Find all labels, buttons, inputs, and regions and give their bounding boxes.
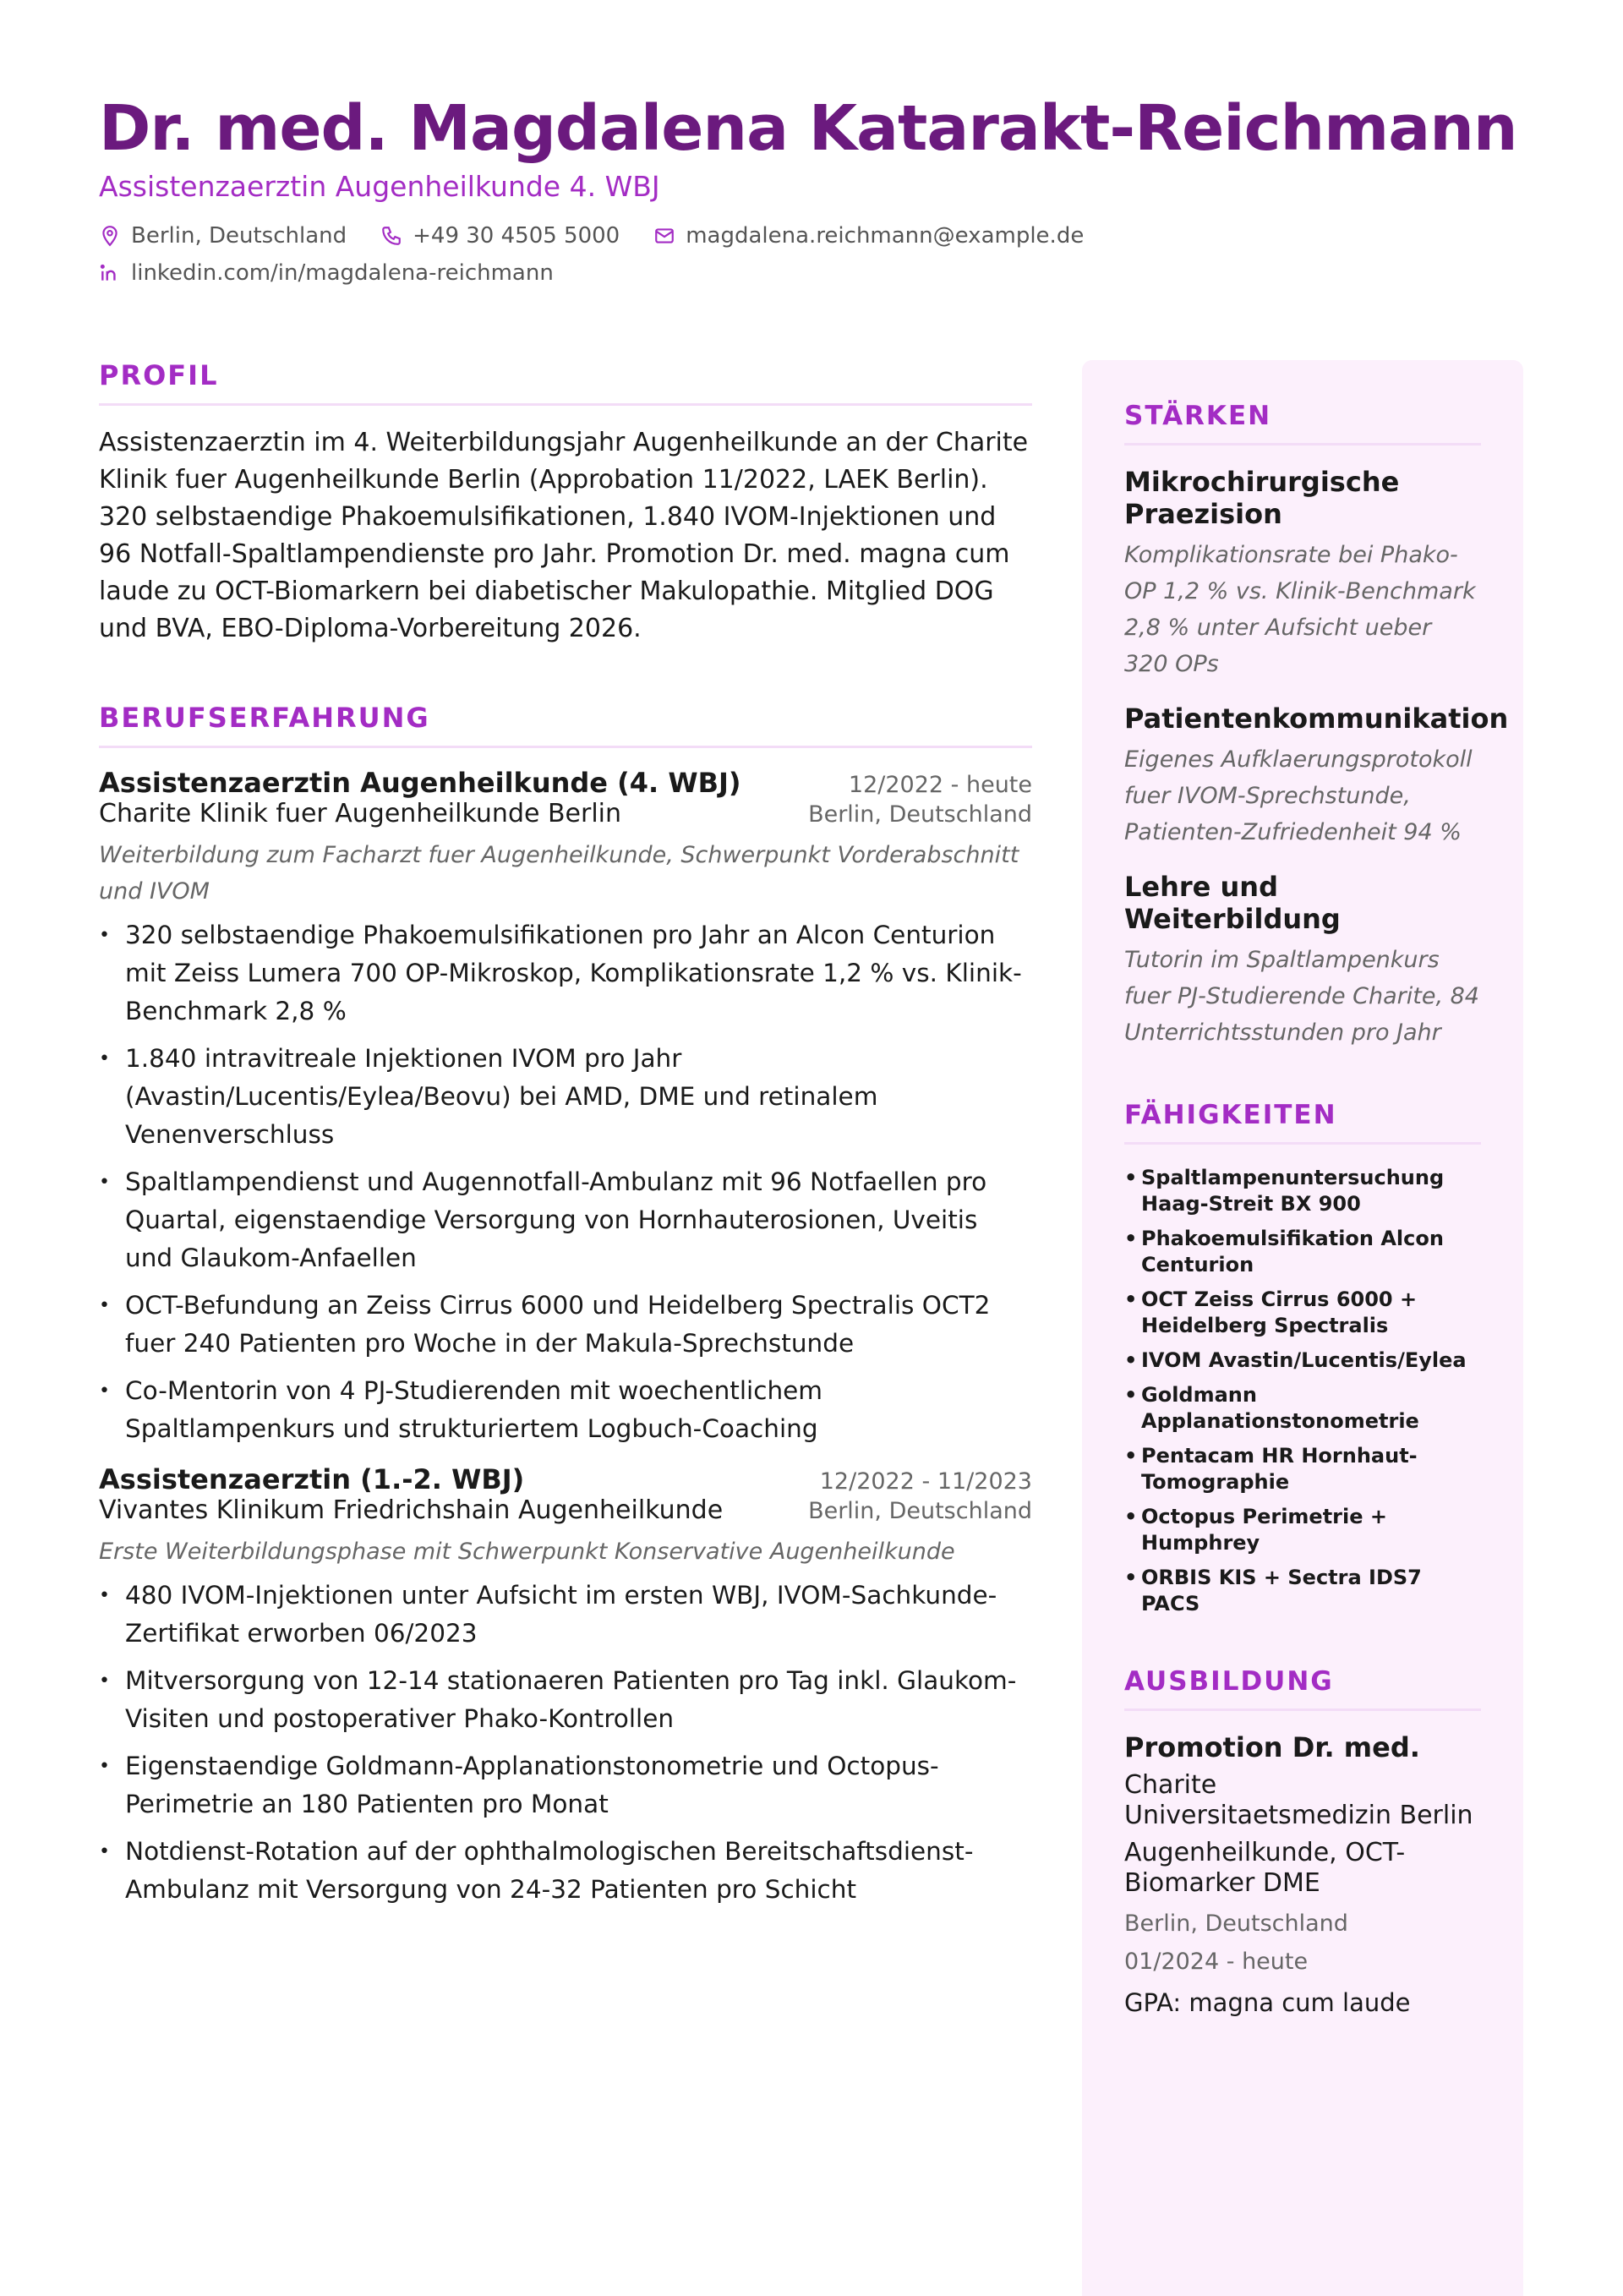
job-date: 12/2022 - heute	[848, 772, 1032, 798]
contact-email-text[interactable]: magdalena.reichmann@example.de	[686, 223, 1085, 249]
phone-icon	[380, 225, 402, 247]
job-entry	[99, 767, 1032, 1448]
strengths-heading: STÄRKEN	[1124, 401, 1481, 446]
job-bullet: • Notdienst-Rotation auf der ophthalmologischen Bereitschaftsdienst-Ambulanz mit Versorgung von 24-32 Patienten pro Schicht	[99, 1833, 1032, 1909]
education-date: 01/2024 - heute	[1124, 1949, 1309, 1975]
resume-header	[99, 92, 1536, 287]
candidate-name: Dr. med. Magdalena Katarakt-Reichmann	[99, 92, 1517, 165]
job-bullet: • 320 selbstaendige Phakoemulsifikationen pro Jahr an Alcon Centurion mit Zeiss Lumera 700 OP-Mikroskop, Komplikationsrate 1,2 % vs. Klinik-Benchmark 2,8 %	[99, 916, 1032, 1030]
contact-location	[99, 223, 347, 249]
experience-heading: BERUFSERFAHRUNG	[99, 702, 1032, 748]
skill-item: • Pentacam HR Hornhaut-Tomographie	[1124, 1443, 1481, 1495]
contact-phone-text: +49 30 4505 5000	[413, 223, 620, 249]
contact-phone	[380, 223, 620, 249]
strength-description: Tutorin im Spaltlampenkurs fuer PJ-Studierende Charite, 84 Unterrichtsstunden pro Jahr	[1124, 947, 1479, 1046]
job-date: 12/2022 - 11/2023	[819, 1468, 1032, 1495]
skill-item: • Octopus Perimetrie + Humphrey	[1124, 1504, 1481, 1556]
profile-text: Assistenzaerztin im 4. Weiterbildungsjahr Augenheilkunde an der Charite Klinik fuer Augenheilkunde Berlin (Approbation 11/2022, LAEK Berlin). 320 selbstaendige Phakoemulsifikationen, 1.840 IVOM-Injektionen und 96 Notfall-Spaltlampendienste pro Jahr. Promotion Dr. med. magna cum laude zu OCT-Biomarkern bei diabetischer Makulopathie. Mitglied DOG und BVA, EBO-Diploma-Vorbereitung 2026.	[99, 428, 1029, 643]
strength-item	[1124, 466, 1481, 682]
education-field: Augenheilkunde, OCT-Biomarker DME	[1124, 1838, 1406, 1898]
job-bullet: • OCT-Befundung an Zeiss Cirrus 6000 und Heidelberg Spectralis OCT2 fuer 240 Patienten pro Woche in der Makula-Sprechstunde	[99, 1287, 1032, 1363]
skill-item: • Phakoemulsifikation Alcon Centurion	[1124, 1226, 1481, 1278]
job-bullet: • Co-Mentorin von 4 PJ-Studierenden mit woechentlichem Spaltlampenkurs und strukturiertem Logbuch-Coaching	[99, 1372, 1032, 1448]
job-organization: Charite Klinik fuer Augenheilkunde Berlin	[99, 799, 622, 828]
contact-linkedin-text[interactable]: linkedin.com/in/magdalena-reichmann	[131, 260, 554, 287]
education-degree: Promotion Dr. med.	[1124, 1731, 1420, 1763]
skill-item: • Goldmann Applanationstonometrie	[1124, 1382, 1481, 1435]
job-entry	[99, 1463, 1032, 1909]
education-location: Berlin, Deutschland	[1124, 1911, 1348, 1937]
education-gpa: GPA: magna cum laude	[1124, 1988, 1411, 2017]
contact-list	[99, 223, 1282, 286]
candidate-subtitle: Assistenzaerztin Augenheilkunde 4. WBJ	[99, 170, 660, 204]
job-bullet: • Spaltlampendienst und Augennotfall-Ambulanz mit 96 Notfaellen pro Quartal, eigenstaendige Versorgung von Hornhauterosionen, Uveitis und Glaukom-Anfaellen	[99, 1163, 1032, 1277]
skill-item: • Spaltlampenuntersuchung Haag-Streit BX 900	[1124, 1165, 1481, 1217]
skills-heading: FÄHIGKEITEN	[1124, 1100, 1481, 1145]
profile-heading: PROFIL	[99, 359, 1032, 406]
strength-item	[1124, 702, 1509, 850]
contact-location-text: Berlin, Deutschland	[131, 223, 347, 249]
strength-title: Lehre und Weiterbildung	[1124, 871, 1341, 935]
job-description: Weiterbildung zum Facharzt fuer Augenheilkunde, Schwerpunkt Vorderabschnitt und IVOM	[99, 842, 1019, 905]
strength-title: Patientenkommunikation	[1124, 702, 1509, 735]
skill-item: • ORBIS KIS + Sectra IDS7 PACS	[1124, 1565, 1481, 1617]
job-bullet-list	[99, 916, 1032, 1448]
mail-icon	[653, 225, 675, 247]
strength-description: Komplikationsrate bei Phako-OP 1,2 % vs. Klinik-Benchmark 2,8 % unter Aufsicht ueber 320 OPs	[1124, 542, 1476, 677]
job-bullet: • Mitversorgung von 12-14 stationaeren Patienten pro Tag inkl. Glaukom-Visiten und postoperativer Phako-Kontrollen	[99, 1662, 1032, 1738]
location-pin-icon	[99, 225, 121, 247]
job-organization: Vivantes Klinikum Friedrichshain Augenheilkunde	[99, 1495, 724, 1525]
job-bullet-list	[99, 1577, 1032, 1909]
job-bullet: • Eigenstaendige Goldmann-Applanationstonometrie und Octopus-Perimetrie an 180 Patienten pro Monat	[99, 1747, 1032, 1823]
job-location: Berlin, Deutschland	[808, 801, 1032, 828]
job-bullet: • 480 IVOM-Injektionen unter Aufsicht im ersten WBJ, IVOM-Sachkunde-Zertifikat erworben 06/2023	[99, 1577, 1032, 1653]
contact-email[interactable]	[653, 223, 1084, 249]
job-location: Berlin, Deutschland	[808, 1498, 1032, 1524]
skill-item: • OCT Zeiss Cirrus 6000 + Heidelberg Spectralis	[1124, 1287, 1481, 1339]
main-column	[99, 359, 1032, 1918]
job-bullet: • 1.840 intravitreale Injektionen IVOM pro Jahr (Avastin/Lucentis/Eylea/Beovu) bei AMD, DME und retinalem Venenverschluss	[99, 1040, 1032, 1154]
job-title: Assistenzaerztin Augenheilkunde (4. WBJ)	[99, 767, 741, 799]
job-description: Erste Weiterbildungsphase mit Schwerpunkt Konservative Augenheilkunde	[99, 1539, 955, 1565]
contact-linkedin[interactable]	[99, 260, 554, 286]
sidebar	[1082, 360, 1523, 2296]
strength-title: Mikrochirurgische Praezision	[1124, 466, 1400, 530]
skill-list	[1124, 1165, 1481, 1617]
linkedin-icon	[99, 262, 121, 284]
job-title: Assistenzaerztin (1.-2. WBJ)	[99, 1463, 525, 1495]
skill-item: • IVOM Avastin/Lucentis/Eylea	[1124, 1348, 1481, 1374]
education-heading: AUSBILDUNG	[1124, 1666, 1481, 1711]
education-institution: Charite Universitaetsmedizin Berlin	[1124, 1770, 1473, 1830]
strength-description: Eigenes Aufklaerungsprotokoll fuer IVOM-Sprechstunde, Patienten-Zufriedenheit 94 %	[1124, 746, 1473, 845]
strength-item	[1124, 871, 1481, 1051]
